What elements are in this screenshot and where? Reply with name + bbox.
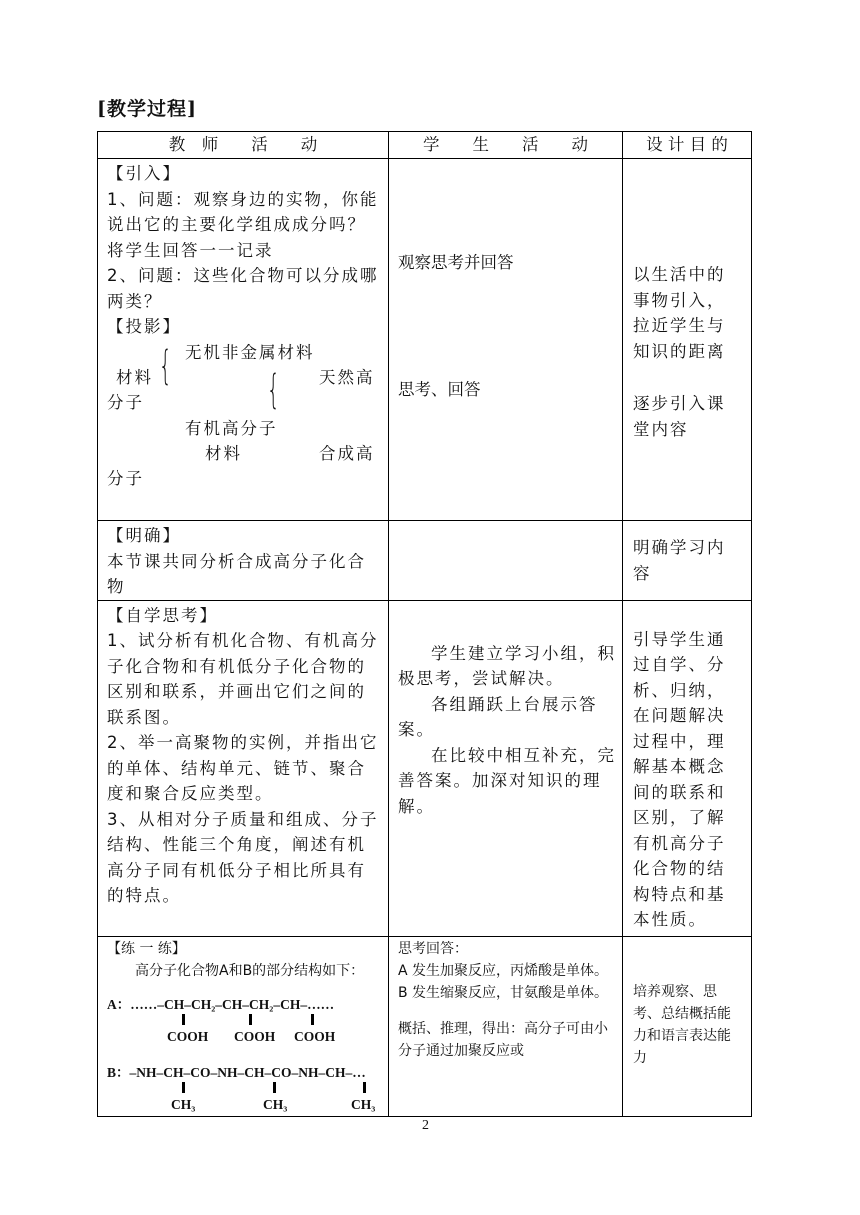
brace-icon: { bbox=[267, 366, 281, 413]
materials-label: 材料 bbox=[116, 367, 153, 387]
purpose-text: 明确学习内容 bbox=[633, 538, 726, 583]
student-cell bbox=[389, 936, 623, 1116]
teacher-cell bbox=[98, 936, 389, 1116]
teacher-cell bbox=[98, 159, 389, 521]
polymer-a-sub: COOH bbox=[167, 1028, 209, 1044]
student-cell bbox=[389, 159, 623, 521]
purpose-text: 培养观察、思考、总结概括能力和语言表达能力 bbox=[633, 983, 731, 1066]
bond-line bbox=[311, 1014, 314, 1025]
teacher-cell bbox=[98, 521, 389, 601]
polymer-b-sub: CH₃ bbox=[351, 1096, 376, 1112]
polymer-a-chain: A：……–CH–CH₂–CH–CH₂–CH–…… bbox=[107, 996, 335, 1012]
self-study-tag: 【自学思考】 bbox=[107, 605, 218, 625]
bond-line bbox=[273, 1082, 276, 1093]
student-answer: 思考回答： bbox=[398, 940, 468, 957]
polymer-a-sub: COOH bbox=[234, 1028, 276, 1044]
bond-line bbox=[182, 1082, 185, 1093]
projection-tag: 【投影】 bbox=[107, 317, 181, 336]
section-heading: [教学过程] bbox=[97, 98, 197, 120]
student-cell bbox=[389, 600, 623, 936]
teacher-cell bbox=[98, 600, 389, 936]
inorganic-label: 无机非金属材料 bbox=[185, 342, 315, 362]
purpose-1: 以生活中的事物引入，拉近学生与知识的距离 bbox=[633, 265, 726, 361]
classification-diagram bbox=[107, 340, 382, 490]
synthetic-label: 合成高 bbox=[319, 443, 375, 463]
purpose-cell bbox=[623, 159, 752, 521]
practice-intro: 高分子化合物A和B的部分结构如下： bbox=[135, 962, 365, 979]
purpose-2: 逐步引入课堂内容 bbox=[633, 394, 726, 439]
table-row bbox=[98, 600, 752, 936]
purpose-cell bbox=[623, 521, 752, 601]
lesson-table bbox=[97, 131, 752, 1117]
table-row bbox=[98, 159, 752, 521]
synthetic-tail: 分子 bbox=[107, 468, 144, 488]
brace-icon: { bbox=[159, 342, 173, 389]
table-row bbox=[98, 936, 752, 1116]
student-activity: 各组踊跃上台展示答案。 bbox=[398, 694, 598, 739]
organic-label: 有机高分子 bbox=[185, 418, 278, 438]
structure-formulas bbox=[107, 982, 382, 1112]
question-2: 2、问题：这些化合物可以分成哪两类？ bbox=[107, 266, 379, 311]
header-purpose: 设 计 目 的 bbox=[623, 132, 752, 159]
question-1: 1、问题：观察身边的实物，你能说出它的主要化学组成成分吗？ bbox=[107, 189, 379, 234]
student-activity-2: 思考、回答 bbox=[398, 380, 481, 399]
self-study-q2: 2、举一高聚物的实例，并指出它的单体、结构单元、链节、聚合度和聚合反应类型。 bbox=[107, 733, 379, 803]
student-cell bbox=[389, 521, 623, 601]
table-header-row bbox=[98, 132, 752, 159]
student-activity: 在比较中相互补充，完善答案。加深对知识的理解。 bbox=[398, 745, 616, 816]
header-teacher: 教 师 活 动 bbox=[98, 132, 389, 159]
natural-label: 天然高 bbox=[319, 367, 375, 387]
intro-tag: 【引入】 bbox=[107, 164, 181, 183]
bond-line bbox=[363, 1082, 366, 1093]
polymer-b-sub: CH₃ bbox=[263, 1096, 288, 1112]
purpose-cell bbox=[623, 936, 752, 1116]
student-activity: 学生建立学习小组，积极思考，尝试解决。 bbox=[398, 643, 616, 688]
bond-line bbox=[182, 1014, 185, 1025]
header-student: 学 生 活 动 bbox=[389, 132, 623, 159]
natural-tail: 分子 bbox=[107, 392, 144, 412]
clarify-text: 本节课共同分析合成高分子化合物 bbox=[107, 551, 366, 596]
polymer-b-sub: CH₃ bbox=[171, 1096, 196, 1112]
purpose-cell bbox=[623, 600, 752, 936]
polymer-b-chain: B：–NH–CH–CO–NH–CH–CO–NH–CH–… bbox=[107, 1064, 366, 1080]
bond-line bbox=[249, 1014, 252, 1025]
student-answer: A 发生加聚反应，丙烯酸是单体。 bbox=[398, 962, 609, 979]
organic-sub-label: 材料 bbox=[205, 443, 242, 463]
practice-tag: 【练 一 练】 bbox=[107, 940, 186, 957]
polymer-a-sub: COOH bbox=[294, 1028, 336, 1044]
student-activity-1: 观察思考并回答 bbox=[398, 253, 514, 272]
page-number: 2 bbox=[422, 1118, 429, 1133]
self-study-q1: 1、试分析有机化合物、有机高分子化合物和有机低分子化合物的区别和联系，并画出它们之间的联系图。 bbox=[107, 631, 379, 727]
student-answer: B 发生缩聚反应，甘氨酸是单体。 bbox=[398, 984, 609, 1001]
clarify-tag: 【明确】 bbox=[107, 526, 181, 545]
table-row bbox=[98, 521, 752, 601]
self-study-q3: 3、从相对分子质量和组成、分子结构、性能三个角度，阐述有机高分子同有机低分子相比所具有的特点。 bbox=[107, 809, 379, 905]
record-note: 将学生回答一一记录 bbox=[107, 240, 274, 260]
purpose-text: 引导学生通过自学、分析、归纳，在问题解决过程中，理解基本概念间的联系和区别，了解有机高分子化合物的结构特点和基本性质。 bbox=[633, 629, 726, 929]
student-answer: 概括、推理，得出：高分子可由小分子通过加聚反应或 bbox=[398, 1020, 608, 1059]
